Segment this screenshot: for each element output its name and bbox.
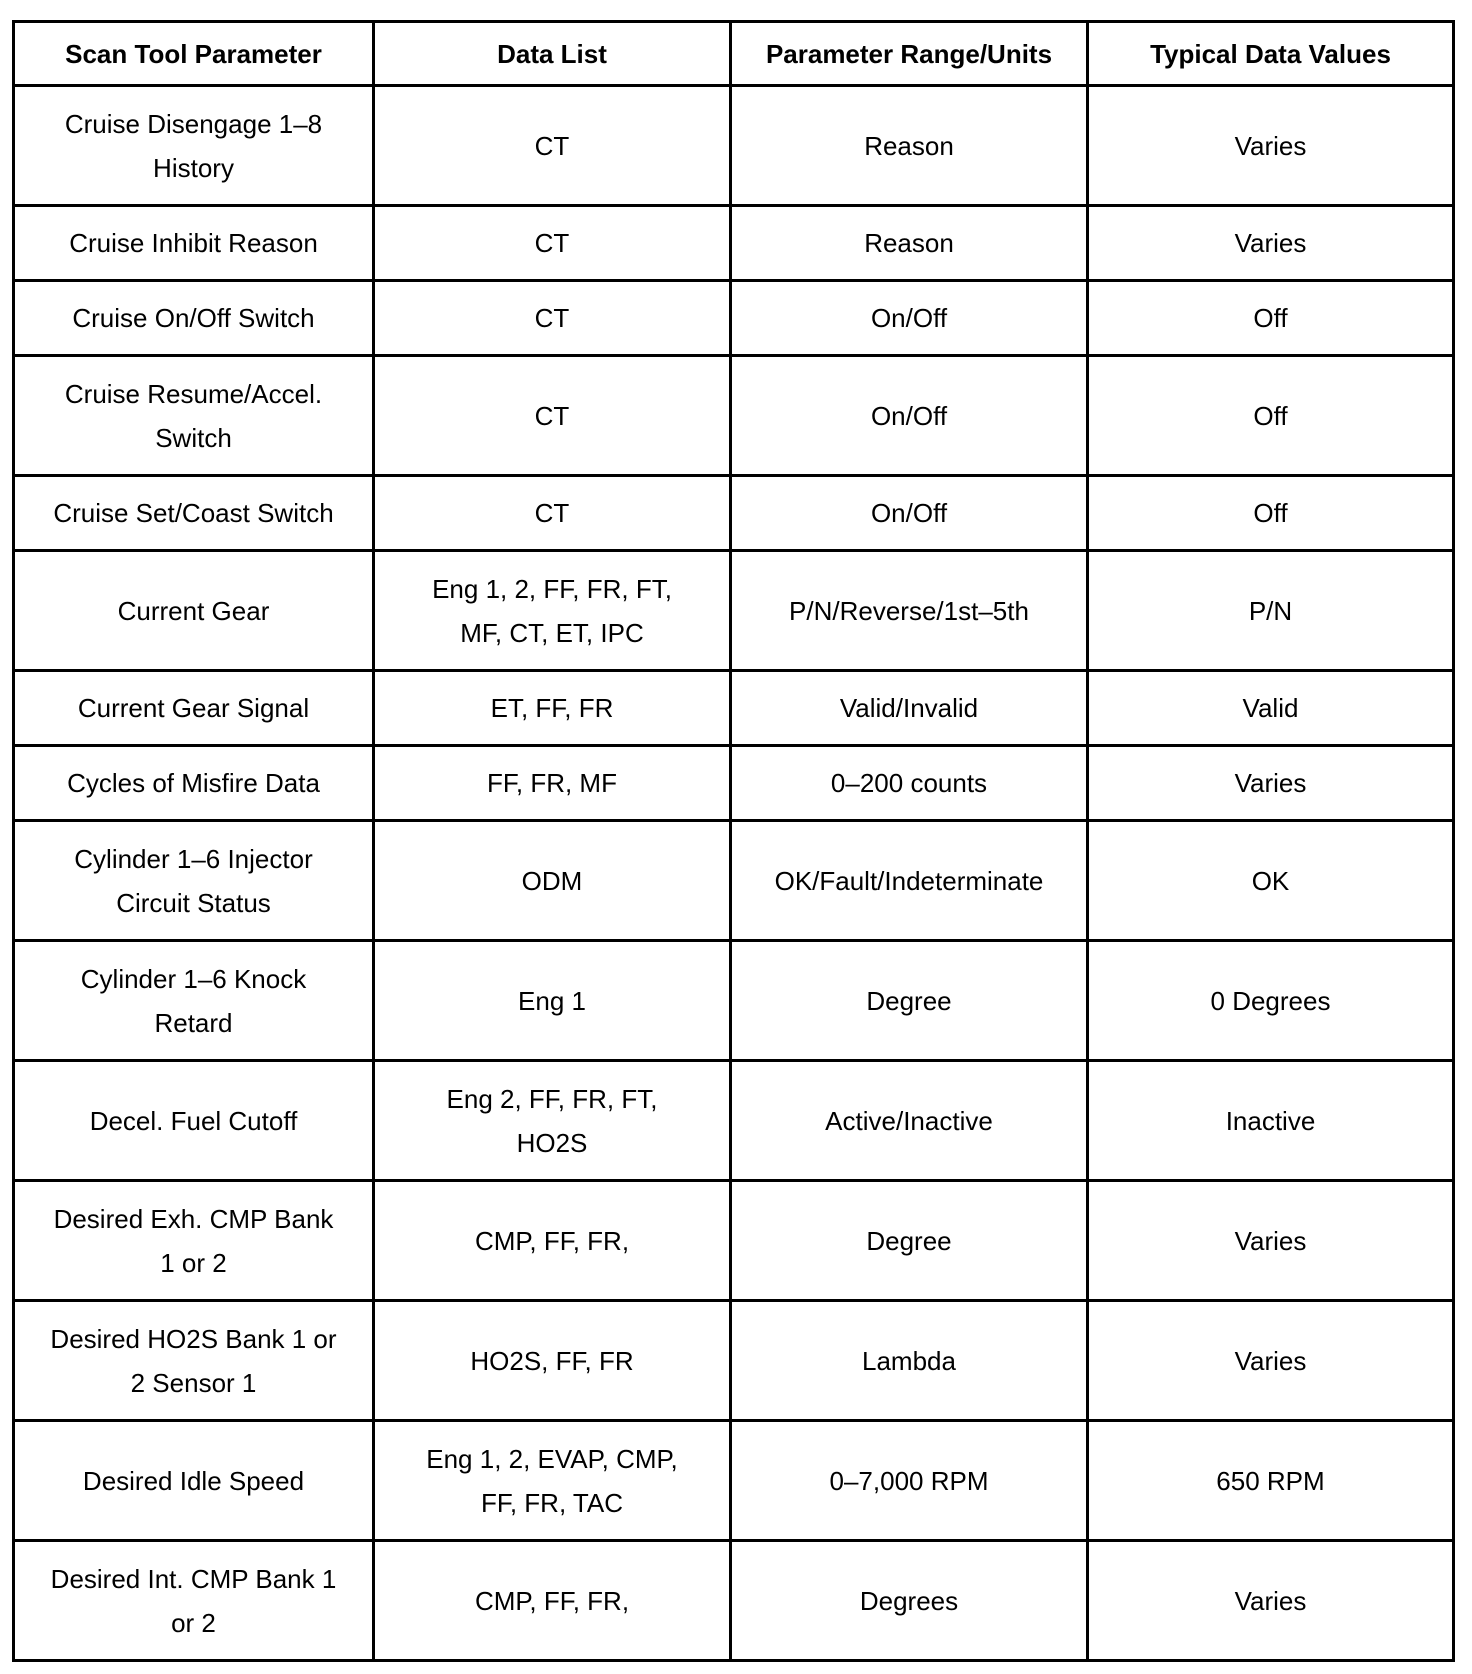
- cell-scan-tool-parameter: [14, 206, 374, 281]
- cell-scan-tool-parameter: [14, 281, 374, 356]
- cell-typical-value: 650 RPM: [1088, 1421, 1454, 1541]
- cell-data-list-line: ET, FF, FR: [490, 693, 614, 723]
- cell-typical-value: OK: [1088, 821, 1454, 941]
- cell-data-list-line: CT: [534, 400, 570, 431]
- cell-typical-value: Varies: [1088, 1541, 1454, 1661]
- table-row: [14, 1181, 1454, 1301]
- cell-parameter-range: On/Off: [731, 281, 1088, 356]
- cell-scan-tool-parameter-line: Cylinder 1–6 Injector: [74, 843, 313, 874]
- cell-data-list-line: HO2S, FF, FR: [470, 1345, 634, 1376]
- table-row: [14, 476, 1454, 551]
- cell-typical-value: Varies: [1088, 206, 1454, 281]
- cell-typical-value: Valid: [1088, 671, 1454, 746]
- cell-data-list: [374, 1421, 731, 1541]
- cell-scan-tool-parameter-line: Retard: [154, 1007, 233, 1038]
- cell-scan-tool-parameter-line: Cruise Inhibit Reason: [69, 228, 318, 258]
- cell-scan-tool-parameter: [14, 671, 374, 746]
- header-parameter-range-units: Parameter Range/Units: [731, 22, 1088, 86]
- cell-data-list-line: CT: [534, 130, 570, 161]
- cell-data-list-line: Eng 1, 2, FF, FR, FT,: [432, 573, 672, 604]
- header-scan-tool-parameter: Scan Tool Parameter: [14, 22, 374, 86]
- cell-data-list-line: ODM: [521, 865, 583, 896]
- cell-parameter-range: Degrees: [731, 1541, 1088, 1661]
- cell-data-list-line: Eng 2, FF, FR, FT,: [446, 1083, 658, 1114]
- cell-scan-tool-parameter: [14, 821, 374, 941]
- cell-data-list: [374, 1061, 731, 1181]
- cell-typical-value: Varies: [1088, 746, 1454, 821]
- cell-scan-tool-parameter: [14, 746, 374, 821]
- cell-scan-tool-parameter-line: Cruise Set/Coast Switch: [53, 498, 334, 528]
- table-row: [14, 1541, 1454, 1661]
- cell-parameter-range: Reason: [731, 206, 1088, 281]
- cell-data-list: [374, 206, 731, 281]
- cell-scan-tool-parameter-line: Cruise Resume/Accel.: [64, 378, 323, 409]
- cell-typical-value: 0 Degrees: [1088, 941, 1454, 1061]
- cell-typical-value: Off: [1088, 476, 1454, 551]
- cell-parameter-range: 0–7,000 RPM: [731, 1421, 1088, 1541]
- cell-data-list: [374, 476, 731, 551]
- table-row: [14, 551, 1454, 671]
- cell-typical-value: Off: [1088, 356, 1454, 476]
- cell-scan-tool-parameter-line: Cruise Disengage 1–8: [64, 108, 323, 139]
- table-body: [14, 86, 1454, 1661]
- table-row: [14, 281, 1454, 356]
- header-typical-data-values: Typical Data Values: [1088, 22, 1454, 86]
- cell-scan-tool-parameter-line: Cruise On/Off Switch: [72, 303, 315, 333]
- cell-parameter-range: Valid/Invalid: [731, 671, 1088, 746]
- cell-parameter-range: Degree: [731, 941, 1088, 1061]
- cell-data-list-line: CMP, FF, FR,: [474, 1225, 630, 1256]
- cell-parameter-range: OK/Fault/Indeterminate: [731, 821, 1088, 941]
- cell-scan-tool-parameter-line: Desired Exh. CMP Bank: [53, 1203, 334, 1234]
- cell-parameter-range: Reason: [731, 86, 1088, 206]
- cell-parameter-range: Degree: [731, 1181, 1088, 1301]
- table-row: [14, 941, 1454, 1061]
- cell-typical-value: P/N: [1088, 551, 1454, 671]
- table-row: [14, 821, 1454, 941]
- table-row: [14, 86, 1454, 206]
- table-row: [14, 1301, 1454, 1421]
- cell-scan-tool-parameter: [14, 1541, 374, 1661]
- table-row: [14, 671, 1454, 746]
- cell-data-list-line: CT: [534, 303, 570, 333]
- cell-parameter-range: On/Off: [731, 476, 1088, 551]
- cell-typical-value: Varies: [1088, 1301, 1454, 1421]
- cell-scan-tool-parameter-line: Cylinder 1–6 Knock: [80, 963, 307, 994]
- table-row: [14, 746, 1454, 821]
- cell-scan-tool-parameter-line: Desired Int. CMP Bank 1: [50, 1563, 337, 1594]
- cell-data-list-line: CMP, FF, FR,: [474, 1585, 630, 1616]
- cell-data-list-line: MF, CT, ET, IPC: [460, 617, 644, 648]
- cell-scan-tool-parameter: [14, 476, 374, 551]
- cell-typical-value: Off: [1088, 281, 1454, 356]
- cell-data-list: [374, 551, 731, 671]
- cell-scan-tool-parameter-line: Switch: [155, 422, 232, 453]
- cell-data-list-line: Eng 1: [518, 985, 586, 1016]
- cell-scan-tool-parameter-line: 1 or 2: [160, 1247, 227, 1278]
- cell-scan-tool-parameter: [14, 356, 374, 476]
- cell-scan-tool-parameter-line: Cycles of Misfire Data: [67, 768, 320, 798]
- cell-scan-tool-parameter: [14, 1061, 374, 1181]
- table-row: [14, 1061, 1454, 1181]
- cell-scan-tool-parameter: [14, 941, 374, 1061]
- cell-data-list-line: CT: [534, 498, 570, 528]
- cell-data-list: [374, 281, 731, 356]
- cell-data-list: [374, 1181, 731, 1301]
- table-row: [14, 1421, 1454, 1541]
- cell-scan-tool-parameter-line: Desired Idle Speed: [82, 1465, 305, 1496]
- cell-scan-tool-parameter: [14, 1181, 374, 1301]
- cell-scan-tool-parameter-line: Decel. Fuel Cutoff: [89, 1105, 298, 1136]
- cell-scan-tool-parameter-line: Current Gear Signal: [77, 693, 310, 723]
- cell-scan-tool-parameter: [14, 1301, 374, 1421]
- cell-scan-tool-parameter-line: History: [153, 152, 234, 183]
- cell-data-list: [374, 86, 731, 206]
- cell-data-list: [374, 1301, 731, 1421]
- cell-parameter-range: 0–200 counts: [731, 746, 1088, 821]
- cell-typical-value: Varies: [1088, 1181, 1454, 1301]
- cell-scan-tool-parameter-line: Current Gear: [117, 595, 270, 626]
- cell-scan-tool-parameter-line: Circuit Status: [116, 887, 271, 918]
- cell-scan-tool-parameter-line: or 2: [171, 1607, 216, 1638]
- cell-data-list-line: FF, FR, MF: [487, 768, 617, 798]
- cell-data-list-line: HO2S: [516, 1127, 588, 1158]
- cell-data-list: [374, 671, 731, 746]
- cell-data-list: [374, 356, 731, 476]
- header-data-list: Data List: [374, 22, 731, 86]
- cell-typical-value: Varies: [1088, 86, 1454, 206]
- table-header-row: [14, 22, 1454, 86]
- cell-data-list: [374, 941, 731, 1061]
- table-row: [14, 206, 1454, 281]
- scan-tool-data-table: [12, 20, 1455, 1662]
- cell-parameter-range: P/N/Reverse/1st–5th: [731, 551, 1088, 671]
- cell-data-list: [374, 746, 731, 821]
- cell-typical-value: Inactive: [1088, 1061, 1454, 1181]
- cell-parameter-range: Active/Inactive: [731, 1061, 1088, 1181]
- cell-scan-tool-parameter: [14, 1421, 374, 1541]
- cell-data-list-line: CT: [534, 228, 570, 258]
- cell-data-list-line: FF, FR, TAC: [480, 1487, 624, 1518]
- cell-data-list: [374, 821, 731, 941]
- table-row: [14, 356, 1454, 476]
- cell-data-list: [374, 1541, 731, 1661]
- cell-scan-tool-parameter: [14, 551, 374, 671]
- cell-scan-tool-parameter-line: Desired HO2S Bank 1 or: [50, 1323, 337, 1354]
- cell-parameter-range: Lambda: [731, 1301, 1088, 1421]
- cell-scan-tool-parameter-line: 2 Sensor 1: [130, 1367, 257, 1398]
- cell-parameter-range: On/Off: [731, 356, 1088, 476]
- cell-data-list-line: Eng 1, 2, EVAP, CMP,: [426, 1443, 678, 1474]
- cell-scan-tool-parameter: [14, 86, 374, 206]
